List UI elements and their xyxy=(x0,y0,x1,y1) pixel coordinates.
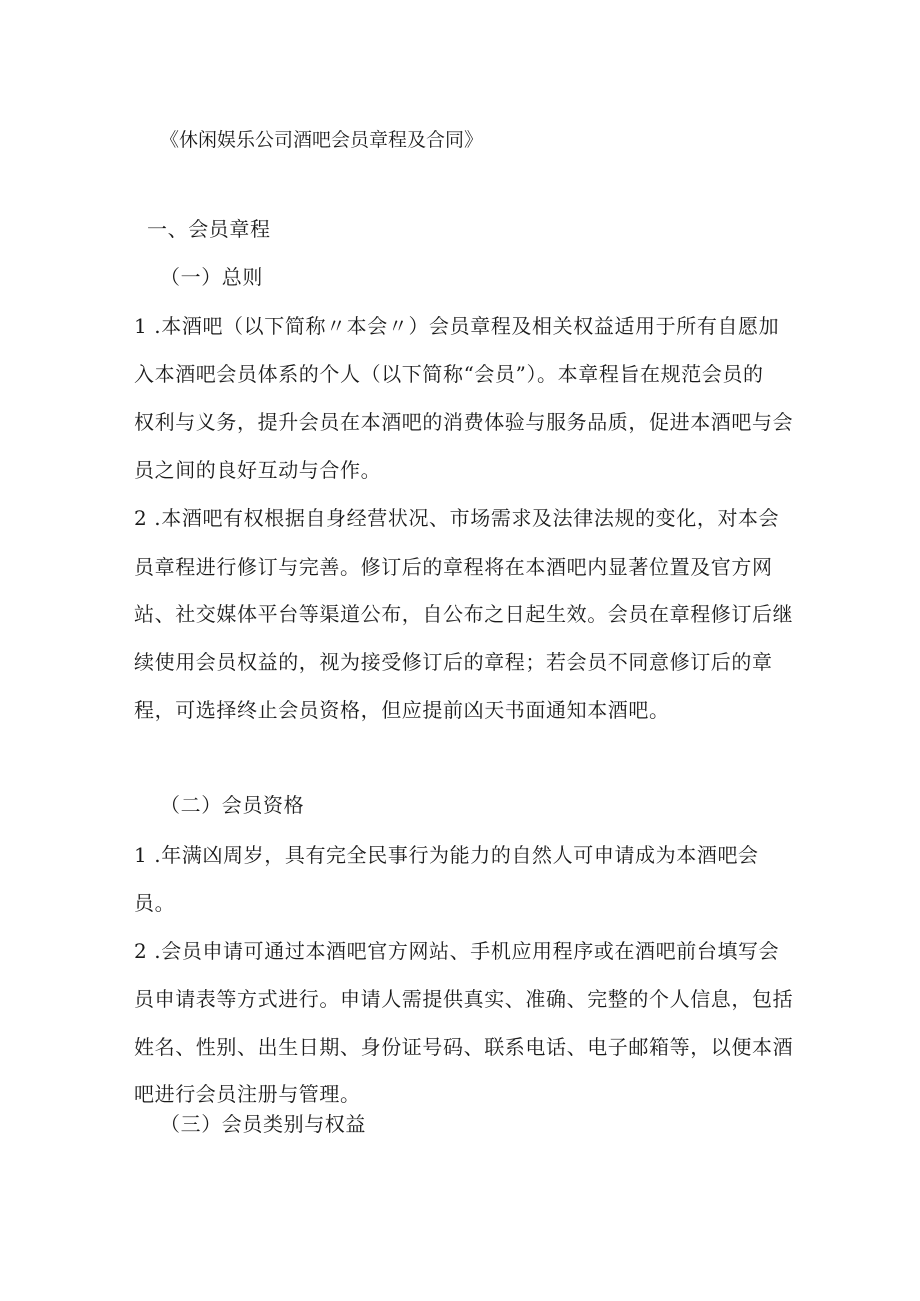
paragraph-line: 续使用会员权益的，视为接受修订后的章程；若会员不同意修订后的章 xyxy=(134,650,773,674)
paragraph-line: 1 .本酒吧（以下简称〃本会〃）会员章程及相关权益适用于所有自愿加 xyxy=(134,314,780,338)
subsection-heading-categories-benefits: （三）会员类别与权益 xyxy=(160,1112,366,1136)
subsection-heading-eligibility: （二）会员资格 xyxy=(160,793,305,817)
paragraph-line: 员章程进行修订与完善。修订后的章程将在本酒吧内显著位置及官方网 xyxy=(134,555,773,579)
paragraph-line: 1 .年满凶周岁，具有完全民事行为能力的自然人可申请成为本酒吧会 xyxy=(134,843,759,867)
subsection-heading-general: （一）总则 xyxy=(160,265,263,289)
paragraph-line: 程，可选择终止会员资格，但应提前凶天书面通知本酒吧。 xyxy=(134,698,670,722)
paragraph-line: 入本酒吧会员体系的个人（以下简称“会员”）。本章程旨在规范会员的 xyxy=(134,362,764,386)
paragraph-line: 站、社交媒体平台等渠道公布，自公布之日起生效。会员在章程修订后继 xyxy=(134,602,794,626)
document-title: 《休闲娱乐公司酒吧会员章程及合同》 xyxy=(160,129,484,151)
paragraph-line: 员。 xyxy=(134,891,176,915)
paragraph-line: 姓名、性别、出生日期、身份证号码、联系电话、电子邮箱等，以便本酒 xyxy=(134,1035,794,1059)
paragraph-line: 吧进行会员注册与管理。 xyxy=(134,1082,361,1106)
section-heading-membership-rules: 一、会员章程 xyxy=(147,217,271,241)
paragraph-line: 权利与义务，提升会员在本酒吧的消费体验与服务品质，促进本酒吧与会 xyxy=(134,410,794,434)
paragraph-line: 2 .会员申请可通过本酒吧官方网站、手机应用程序或在酒吧前台填写会 xyxy=(134,939,780,963)
paragraph-line: 员申请表等方式进行。申请人需提供真实、准确、完整的个人信息，包括 xyxy=(134,987,794,1011)
paragraph-line: 2 .本酒吧有权根据自身经营状况、市场需求及法律法规的变化，对本会 xyxy=(134,506,780,530)
paragraph-line: 员之间的良好互动与合作。 xyxy=(134,458,382,482)
